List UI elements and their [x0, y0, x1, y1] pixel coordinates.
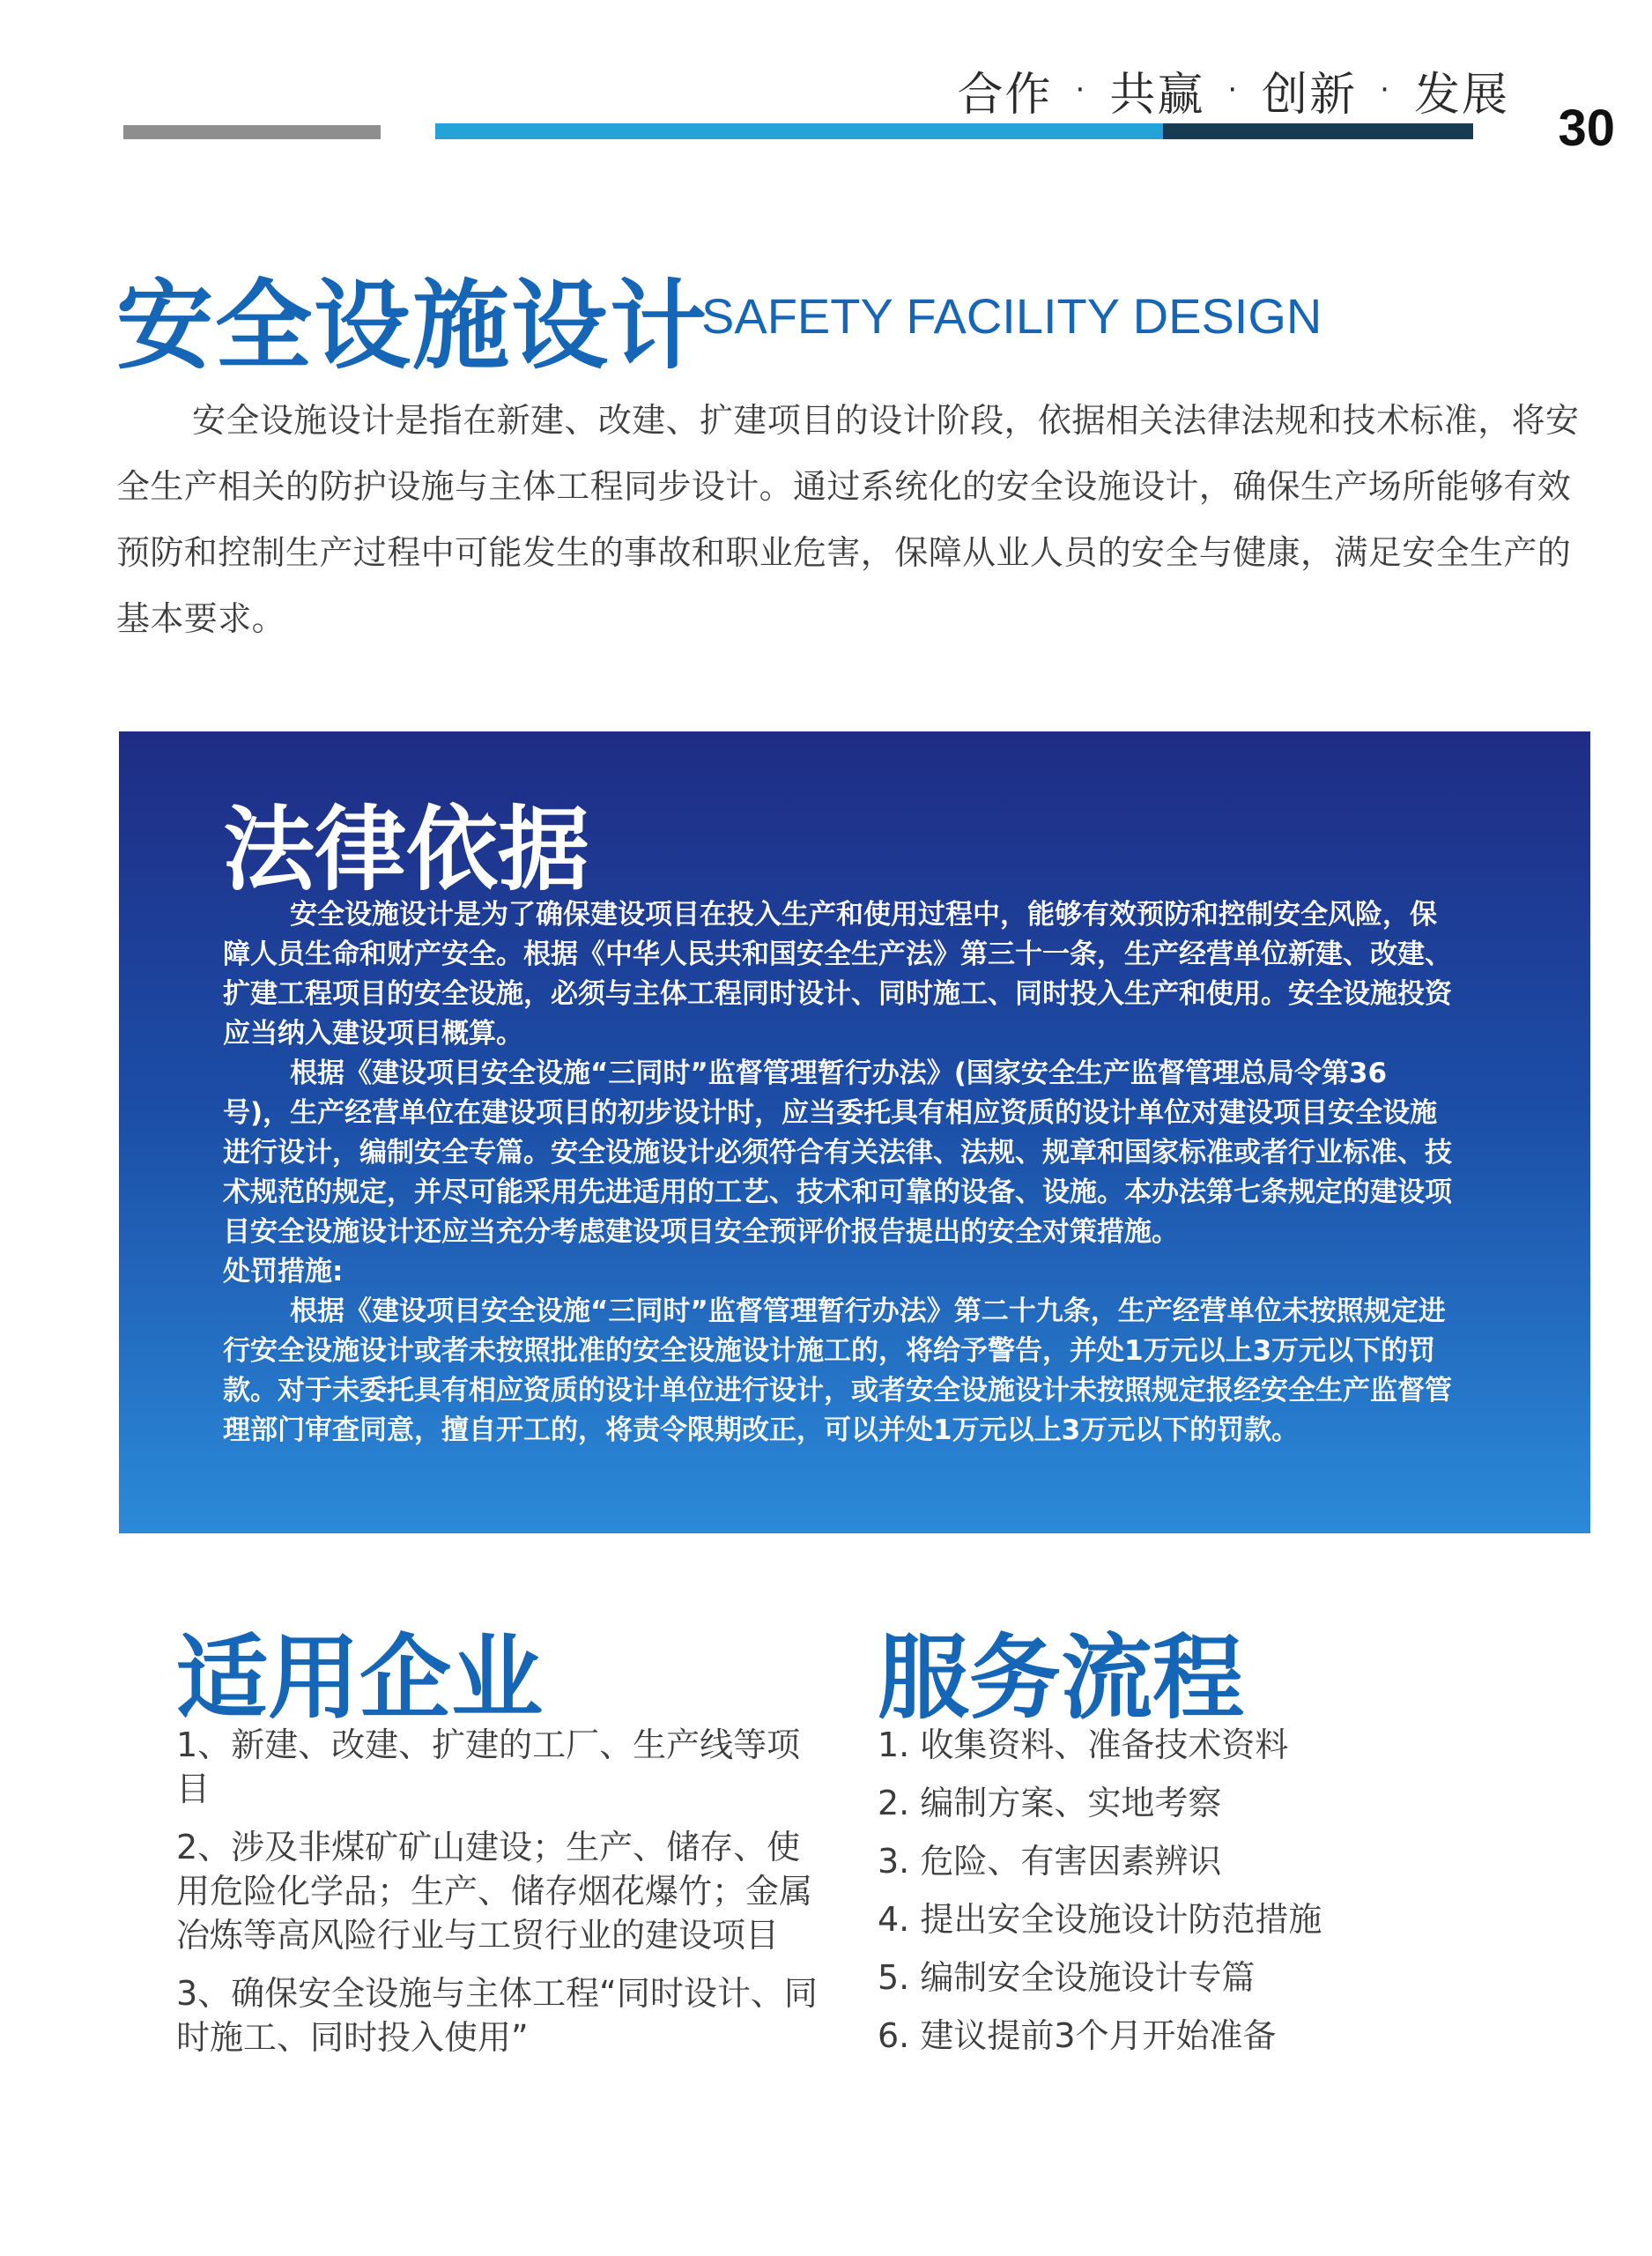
list-item: 4. 提出安全设施设计防范措施 — [878, 1900, 1322, 1939]
list-item: 5. 编制安全设施设计专篇 — [878, 1958, 1256, 1997]
header-bar-blue — [435, 123, 1163, 139]
process-title: 服务流程 — [878, 1624, 1245, 1732]
penalty-heading: 处罚措施: — [223, 1256, 344, 1288]
list-item: 1、新建、改建、扩建的工厂、生产线等项目 — [176, 1725, 801, 1808]
list-item: 1. 收集资料、准备技术资料 — [878, 1725, 1289, 1764]
intro-paragraph: 安全设施设计是指在新建、改建、扩建项目的设计阶段，依据相关法律法规和技术标准，将安全生产相关的防护设施与主体工程同步设计。通过系统化的安全设施设计，确保生产场所能够有效预防和控制生产过程中可能发生的事故和职业危害，保障从业人员的安全与健康，满足安全生产的基本要求。 — [116, 401, 1580, 638]
slogan-separator: · — [1380, 72, 1391, 108]
enterprises-title: 适用企业 — [176, 1624, 544, 1732]
legal-basis-body — [223, 895, 1453, 1451]
enterprises-list — [176, 1723, 819, 2074]
header-bar-dark — [1163, 123, 1473, 139]
list-item: 2. 编制方案、实地考察 — [878, 1784, 1222, 1822]
legal-paragraph: 根据《建设项目安全设施“三同时”监督管理暂行办法》(国家安全生产监督管理总局令第36号)，生产经营单位在建设项目的初步设计时，应当委托具有相应资质的设计单位对建设项目安全设施进行设计，编制安全专篇。安全设施设计必须符合有关法律、法规、规章和国家标准或者行业标准、技术规范的规定，并尽可能采用先进适用的工艺、技术和可靠的设备、设施。本办法第七条规定的建设项目安全设施设计还应当充分考虑建设项目安全预评价报告提出的安全对策措施。 — [223, 1058, 1452, 1248]
page-title-english: SAFETY FACILITY DESIGN — [701, 288, 1322, 344]
slogan-word-1: 合作 — [957, 68, 1053, 122]
legal-paragraph: 安全设施设计是为了确保建设项目在投入生产和使用过程中，能够有效预防和控制安全风险，保障人员生命和财产安全。根据《中华人民共和国安全生产法》第三十一条，生产经营单位新建、改建、扩建工程项目的安全设施，必须与主体工程同时设计、同时施工、同时投入生产和使用。安全设施投资应当纳入建设项目概算。 — [223, 899, 1452, 1050]
list-item: 2、涉及非煤矿矿山建设；生产、储存、使用危险化学品；生产、储存烟花爆竹；金属冶炼等高风险行业与工贸行业的建设项目 — [176, 1828, 813, 1955]
legal-basis-title: 法律依据 — [223, 796, 590, 903]
slogan-word-4: 发展 — [1413, 68, 1509, 122]
slogan-separator: · — [1227, 72, 1240, 108]
legal-paragraph: 根据《建设项目安全设施“三同时”监督管理暂行办法》第二十九条，生产经营单位未按照规定进行安全设施设计或者未按照批准的安全设施设计施工的，将给予警告，并处1万元以上3万元以下的罚款。对于未委托具有相应资质的设计单位进行设计，或者安全设施设计未按照规定报经安全生产监督管理部门审查同意，擅自开工的，将责令限期改正，可以并处1万元以上3万元以下的罚款。 — [223, 1295, 1452, 1446]
slogan-separator: · — [1075, 72, 1087, 108]
page-number: 30 — [1558, 100, 1615, 157]
slogan-word-2: 共赢 — [1109, 68, 1205, 122]
header-slogan — [958, 56, 1510, 123]
slogan-word-3: 创新 — [1262, 68, 1358, 122]
page-title: 安全设施设计 — [116, 270, 708, 382]
list-item: 3. 危险、有害因素辨识 — [878, 1842, 1222, 1881]
legal-basis-panel — [119, 731, 1590, 1533]
header-bar-gray — [123, 125, 381, 139]
list-item: 3、确保安全设施与主体工程“同时设计、同时施工、同时投入使用” — [176, 1974, 818, 2057]
process-list — [878, 1723, 1547, 2072]
list-item: 6. 建议提前3个月开始准备 — [878, 2016, 1277, 2055]
